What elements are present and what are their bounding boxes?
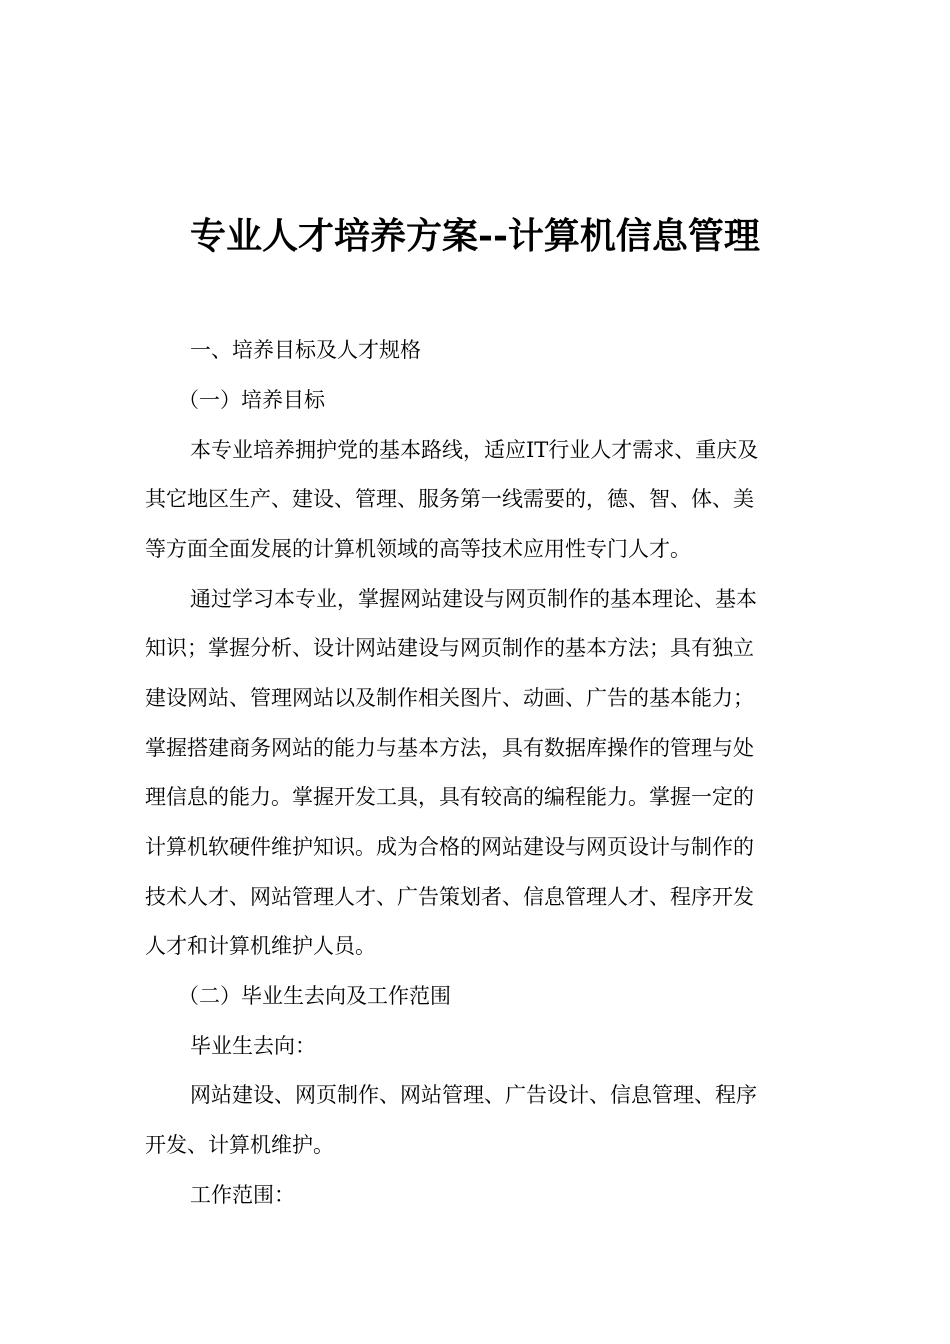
paragraph-line: 计算机软硬件维护知识。成为合格的网站建设与网页设计与制作的 <box>145 835 754 859</box>
paragraph-line: 建设网站、管理网站以及制作相关图片、动画、广告的基本能力； <box>145 686 754 710</box>
subsection-heading: （一）培养目标 <box>178 388 325 412</box>
paragraph-line: 开发、计算机维护。 <box>145 1133 334 1157</box>
paragraph-line: 知识；掌握分析、设计网站建设与网页制作的基本方法；具有独立 <box>145 636 754 660</box>
paragraph-line: 其它地区生产、建设、管理、服务第一线需要的，德、智、体、美 <box>145 487 754 511</box>
paragraph-line: 等方面全面发展的计算机领域的高等技术应用性专门人才。 <box>145 537 691 561</box>
document-title: 专业人才培养方案--计算机信息管理 <box>190 215 760 257</box>
paragraph-label: 工作范围： <box>190 1183 295 1207</box>
paragraph-line: 技术人才、网站管理人才、广告策划者、信息管理人才、程序开发 <box>145 885 754 909</box>
paragraph-line: 掌握搭建商务网站的能力与基本方法，具有数据库操作的管理与处 <box>145 736 754 760</box>
paragraph-line: 本专业培养拥护党的基本路线，适应IT行业人才需求、重庆及 <box>190 438 759 462</box>
paragraph-line: 人才和计算机维护人员。 <box>145 934 376 958</box>
subsection-heading: （二）毕业生去向及工作范围 <box>178 984 451 1008</box>
paragraph-line: 理信息的能力。掌握开发工具，具有较高的编程能力。掌握一定的 <box>145 785 754 809</box>
paragraph-label: 毕业生去向： <box>190 1034 316 1058</box>
section-heading: 一、培养目标及人才规格 <box>190 338 421 362</box>
paragraph-line: 网站建设、网页制作、网站管理、广告设计、信息管理、程序 <box>190 1083 757 1107</box>
paragraph-line: 通过学习本专业，掌握网站建设与网页制作的基本理论、基本 <box>190 587 757 611</box>
